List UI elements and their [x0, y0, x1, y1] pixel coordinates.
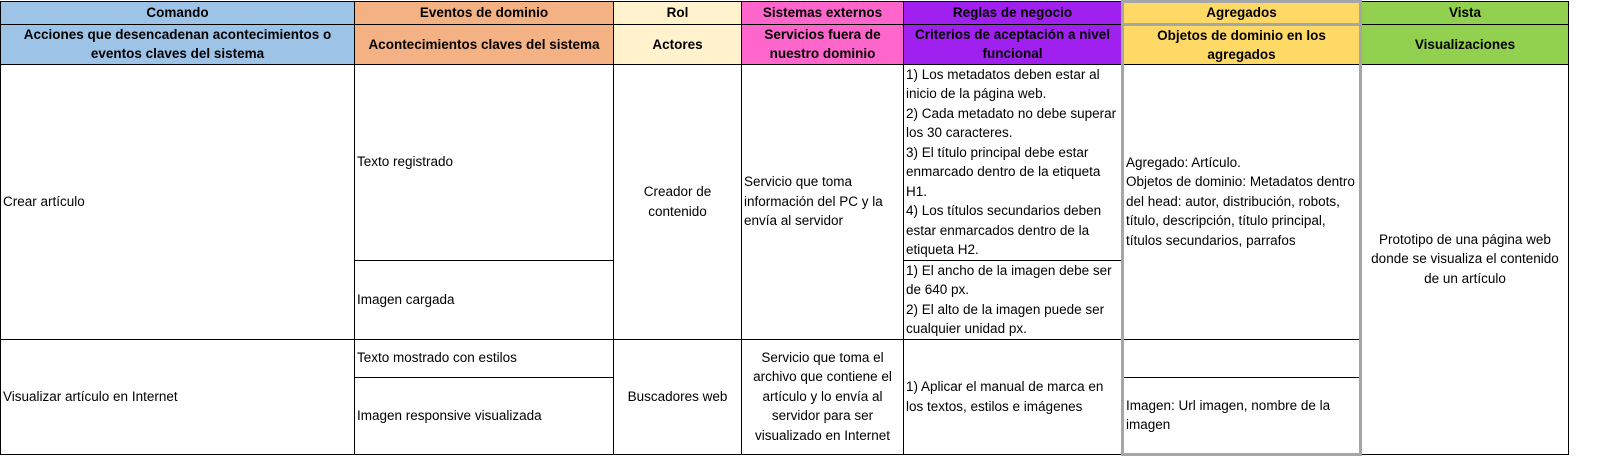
regla-item: 3) El título principal debe estar enmarcado dentro de la etiqueta H1.: [906, 144, 1101, 199]
header-sistemas: Sistemas externos: [742, 2, 904, 25]
regla-item: 4) Los títulos secundarios deben estar enmarcados dentro de la etiqueta H2.: [906, 203, 1102, 257]
cell-evento-imagen-cargada: Imagen cargada: [355, 260, 614, 339]
agregado-line: Objetos de dominio: Metadatos dentro del head: autor, distribución, robots, título, descripción, título principal, títulos secundarios, parrafos: [1126, 174, 1355, 248]
subheader-rol: Actores: [614, 24, 742, 64]
cell-agregado-imagen: Imagen: Url imagen, nombre de la imagen: [1123, 377, 1361, 454]
header-reglas: Reglas de negocio: [904, 2, 1123, 25]
cell-comando-visualizar: Visualizar artículo en Internet: [1, 339, 355, 454]
agregado-line: Agregado: Artículo.: [1126, 154, 1241, 170]
subheader-comando: Acciones que desencadenan acontecimientos o eventos claves del sistema: [1, 24, 355, 64]
cell-reglas-manual-marca: 1) Aplicar el manual de marca en los textos, estilos e imágenes: [904, 339, 1123, 454]
cell-sistema-pc: Servicio que toma información del PC y la envía al servidor: [742, 64, 904, 339]
subheader-agregados: Objetos de dominio en los agregados: [1123, 24, 1361, 64]
subheader-reglas: Criterios de aceptación a nivel funcional: [904, 24, 1123, 64]
cell-reglas-metadatos: [904, 64, 1123, 260]
cell-evento-imagen-responsive: Imagen responsive visualizada: [355, 377, 614, 454]
cell-sistema-servidor: Servicio que toma el archivo que contiene el artículo y lo envía al servidor para ser visualizado en Internet: [742, 339, 904, 454]
subheader-eventos: Acontecimientos claves del sistema: [355, 24, 614, 64]
regla-item: 1) El ancho de la imagen debe ser de 640 px.: [906, 262, 1112, 297]
subheader-row: [1, 24, 1569, 64]
cell-evento-texto-registrado: Texto registrado: [355, 64, 614, 260]
table-row: [1, 339, 1569, 377]
header-comando: Comando: [1, 2, 355, 25]
cell-comando-crear: Crear artículo: [1, 64, 355, 339]
cell-agregado-empty: [1123, 339, 1361, 377]
regla-item: 2) El alto de la imagen puede ser cualquier unidad px.: [906, 301, 1105, 336]
header-row: [1, 2, 1569, 25]
cell-rol-buscadores: Buscadores web: [614, 339, 742, 454]
cell-evento-texto-mostrado: Texto mostrado con estilos: [355, 339, 614, 377]
cell-agregado-articulo: [1123, 64, 1361, 339]
subheader-vista: Visualizaciones: [1361, 24, 1569, 64]
cell-vista-prototipo: Prototipo de una página web donde se visualiza el contenido de un artículo: [1361, 64, 1569, 454]
cell-reglas-imagen: [904, 260, 1123, 339]
header-rol: Rol: [614, 2, 742, 25]
header-vista: Vista: [1361, 2, 1569, 25]
regla-item: 1) Los metadatos deben estar al inicio de la página web.: [906, 66, 1100, 101]
header-eventos: Eventos de dominio: [355, 2, 614, 25]
header-agregados: Agregados: [1123, 2, 1361, 25]
subheader-sistemas: Servicios fuera de nuestro dominio: [742, 24, 904, 64]
table-row: [1, 64, 1569, 260]
regla-item: 2) Cada metadato no debe superar los 30 caracteres.: [906, 105, 1117, 140]
cell-rol-creador: Creador de contenido: [614, 64, 742, 339]
